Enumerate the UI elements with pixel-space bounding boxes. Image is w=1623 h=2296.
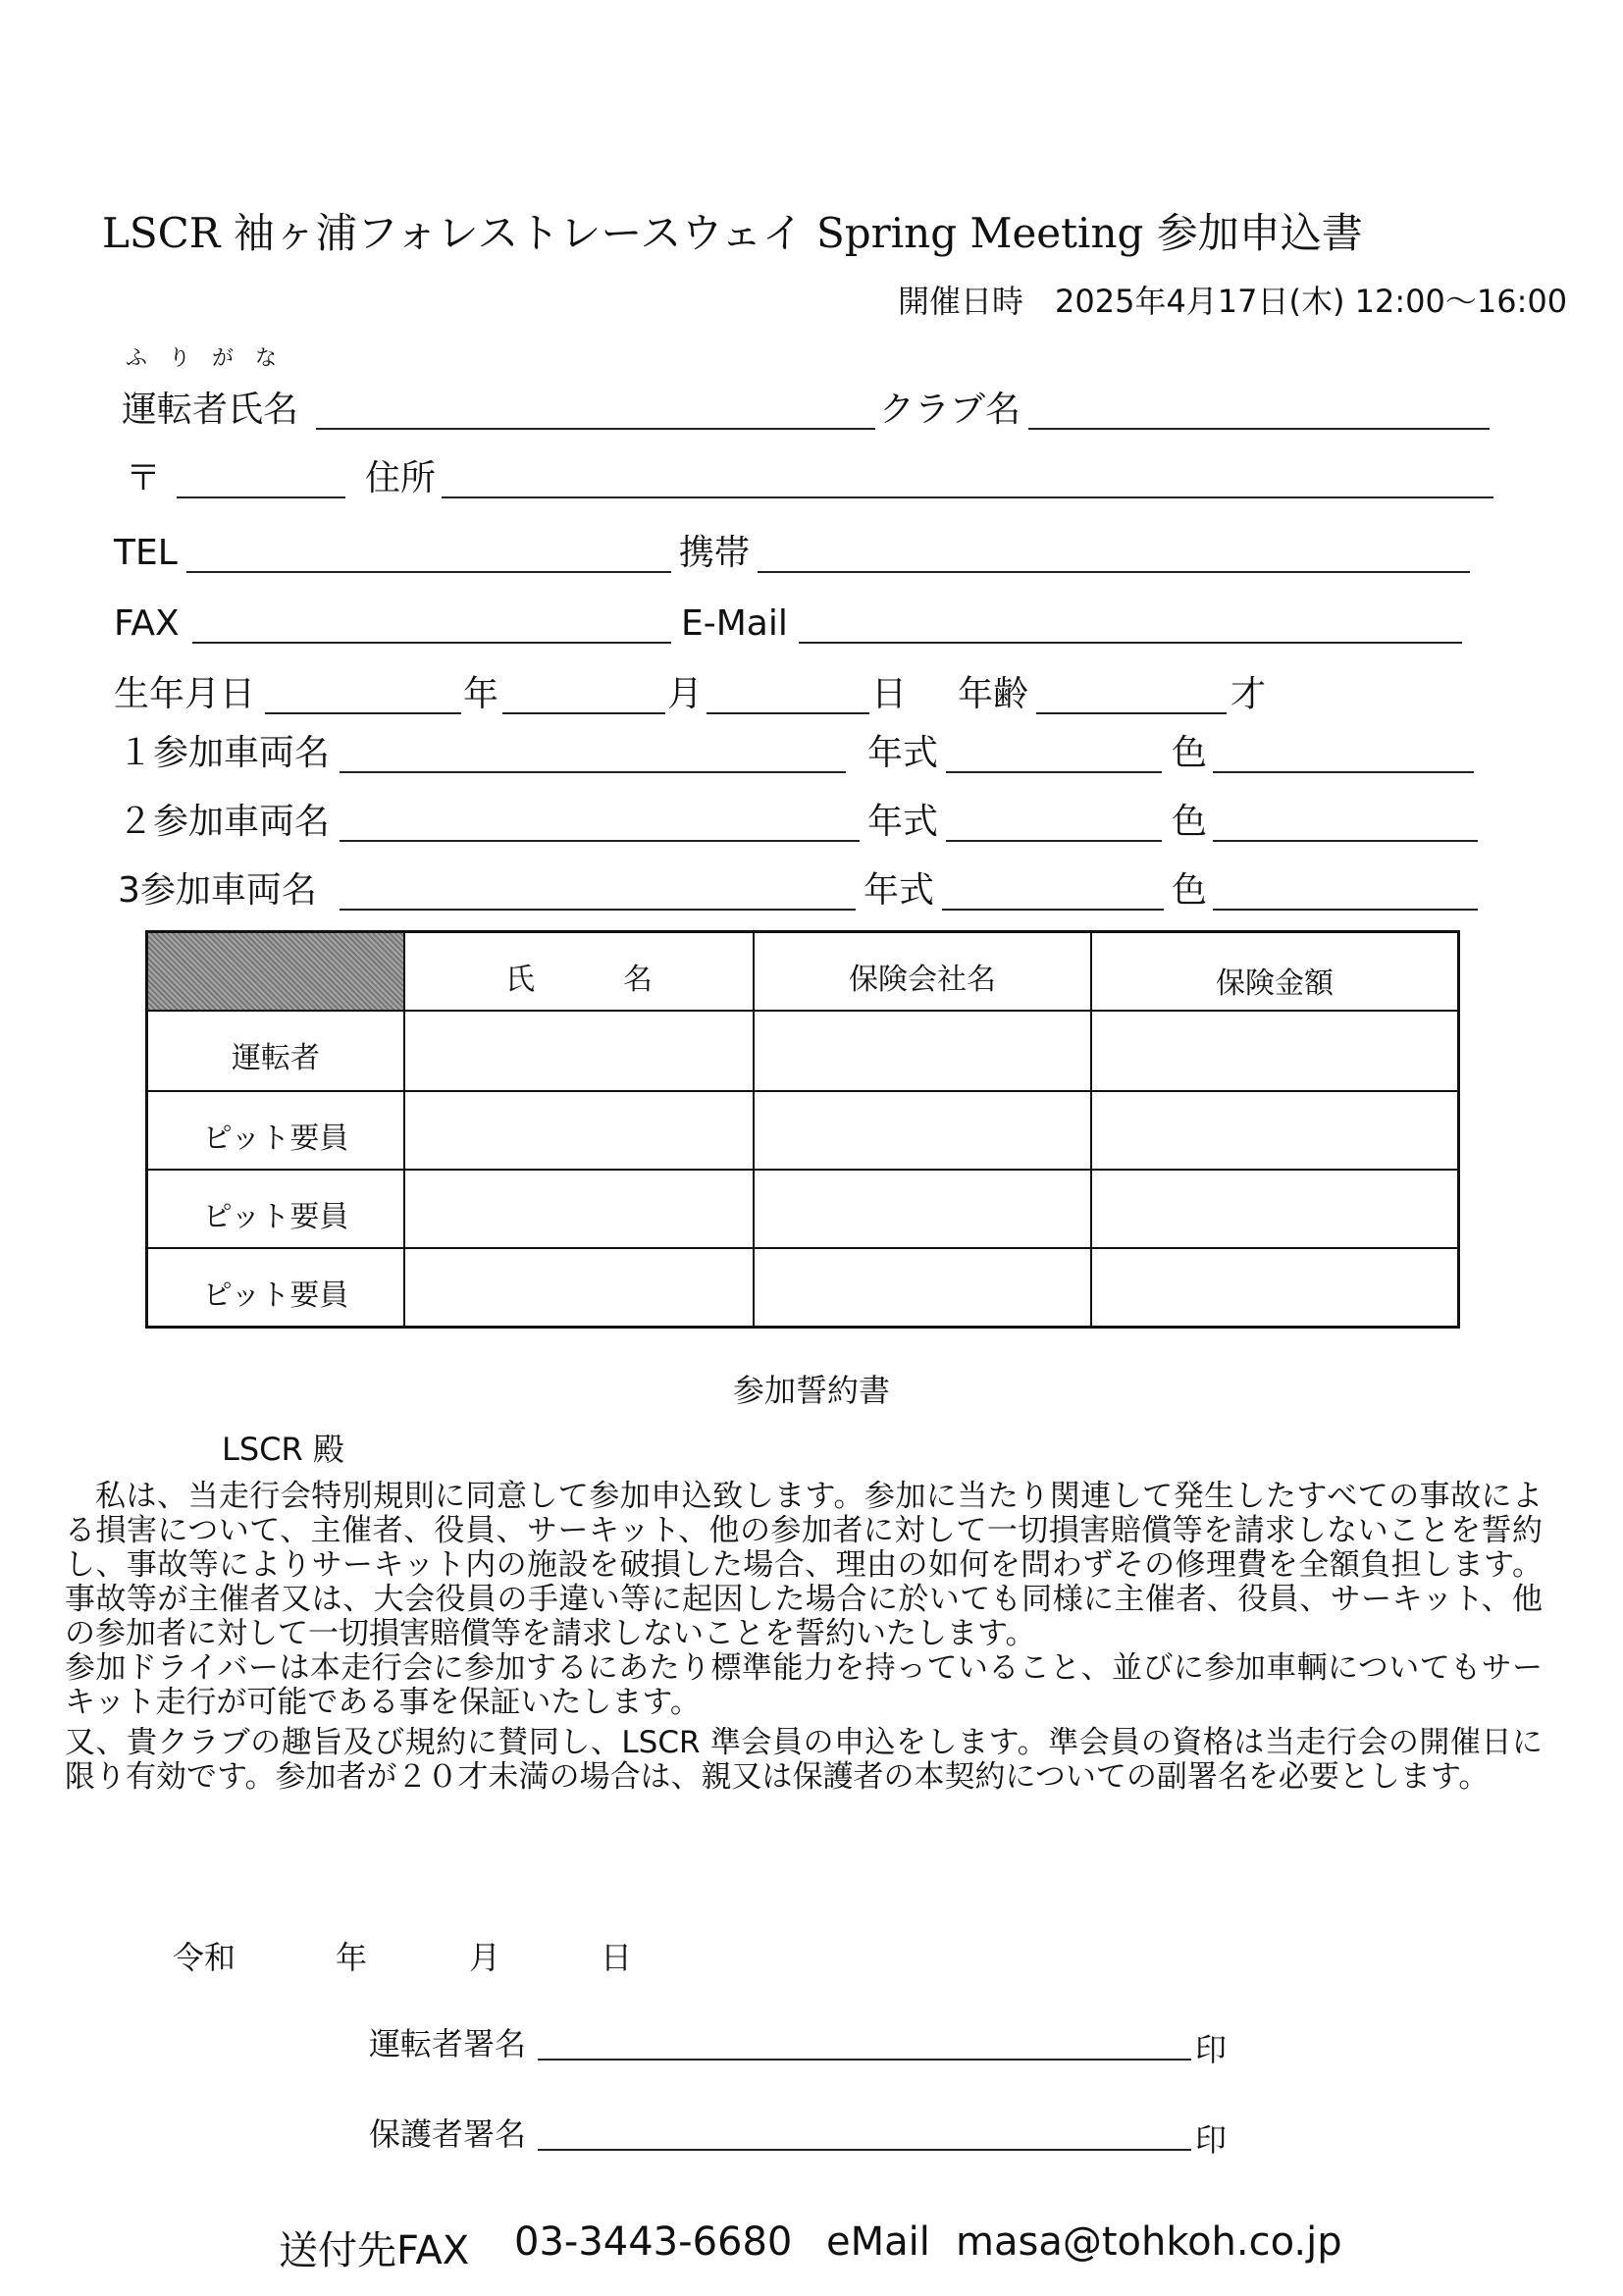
table-row-divider: [148, 1090, 1457, 1092]
fax-label: FAX: [114, 603, 180, 644]
mobile-label: 携帯: [679, 533, 751, 573]
guardian-seal-mark: 印: [1195, 2121, 1228, 2159]
address-field[interactable]: [442, 496, 1493, 498]
vehicle-1-color-label: 色: [1172, 733, 1208, 773]
vehicle-1-field[interactable]: [340, 771, 846, 773]
vehicle-3-label: 3参加車両名: [118, 870, 317, 911]
table-row-divider: [148, 1010, 1457, 1012]
furigana-label: ふりがな: [126, 346, 299, 371]
row-label-pit-crew: ピット要員: [202, 1122, 349, 1156]
tel-field[interactable]: [186, 571, 671, 573]
vehicle-3-field[interactable]: [340, 909, 856, 911]
guardian-signature-label: 保護者署名: [369, 2115, 527, 2153]
header-insurer: 保険会社名: [849, 963, 996, 997]
sign-day: 日: [601, 1939, 633, 1976]
vehicle-2-year-field[interactable]: [946, 840, 1162, 842]
oath-paragraph: 参加ドライバーは本走行会に参加するにあたり標準能力を持っていること、並びに参加車輌についてもサーキット走行が可能である事を保証いたします。: [65, 1650, 1543, 1720]
postal-field[interactable]: [177, 496, 345, 498]
row-driver-name: [0, 383, 1623, 430]
table-corner-shade: [148, 933, 405, 1010]
vehicle-2-field[interactable]: [340, 840, 860, 842]
row-birth: [0, 667, 1623, 714]
sign-year: 年: [336, 1939, 368, 1976]
row-address: [0, 451, 1623, 498]
vehicle-1-year-field[interactable]: [946, 771, 1162, 773]
vehicle-3-year-label: 年式: [864, 870, 935, 911]
row-label-pit-crew: ピット要員: [202, 1200, 349, 1234]
vehicle-3-color-field[interactable]: [1213, 909, 1478, 911]
vehicle-1-label: １参加車両名: [118, 733, 331, 773]
oath-body: [65, 1480, 1543, 1795]
vehicle-1-color-field[interactable]: [1213, 771, 1474, 773]
vehicle-3-year-field[interactable]: [942, 909, 1164, 911]
driver-signature-label: 運転者署名: [369, 2025, 527, 2062]
fax-destination-number: 03-3443-6680: [514, 2219, 793, 2265]
birth-day-unit: 日: [871, 674, 908, 714]
tel-label: TEL: [114, 533, 178, 573]
header-name: 氏 名: [505, 963, 653, 997]
driver-name-label: 運転者氏名: [122, 390, 299, 430]
age-unit: 才: [1230, 674, 1267, 714]
oath-paragraph: 私は、当走行会特別規則に同意して参加申込致します。参加に当たり関連して発生したすべての事故による損害について、主催者、役員、サーキット、他の参加者に対して一切損害賠償等を請求しないことを誓約し、事故等によりサーキット内の施設を破損した場合、理由の如何を問わずその修理費を全額負担します。事故等が主催者又は、大会役員の手違い等に起因した場合に於いても同様に主催者、役員、サーキット、他の参加者に対して一切損害賠償等を請求しないことを誓約いたします。: [65, 1479, 1543, 1651]
vehicle-3-color-label: 色: [1172, 870, 1208, 911]
email-destination-address[interactable]: masa@tohkoh.co.jp: [956, 2219, 1342, 2265]
birth-year-unit: 年: [463, 674, 499, 714]
driver-signature-field[interactable]: [538, 2059, 1191, 2061]
driver-name-field[interactable]: [316, 428, 875, 430]
form-title: LSCR 袖ヶ浦フォレストレースウェイ Spring Meeting 参加申込書: [102, 209, 1363, 257]
postal-label: 〒: [126, 458, 162, 498]
vehicle-2-year-label: 年式: [867, 802, 939, 842]
vehicle-1-year-label: 年式: [867, 733, 939, 773]
vehicle-2-color-label: 色: [1172, 802, 1208, 842]
email-destination-label: eMail: [826, 2219, 930, 2265]
age-field[interactable]: [1036, 712, 1227, 714]
row-vehicle-1: [0, 726, 1623, 773]
address-label: 住所: [365, 458, 437, 498]
sign-era: 令和: [173, 1939, 236, 1976]
email-field[interactable]: [799, 642, 1462, 644]
oath-title: 参加誓約書: [732, 1372, 890, 1409]
fax-field[interactable]: [192, 642, 671, 644]
event-date: 開催日時 2025年4月17日(木) 12:00〜16:00: [898, 283, 1568, 320]
row-fax: [0, 597, 1623, 644]
birth-month-unit: 月: [667, 674, 704, 714]
vehicle-2-label: ２参加車両名: [118, 802, 331, 842]
row-tel: [0, 526, 1623, 573]
sign-month: 月: [469, 1939, 501, 1976]
birth-month-field[interactable]: [502, 712, 665, 714]
birth-year-field[interactable]: [265, 712, 461, 714]
guardian-signature-field[interactable]: [538, 2149, 1191, 2151]
oath-paragraph: 又、貴クラブの趣旨及び規約に賛同し、LSCR 準会員の申込をします。準会員の資格は当走行会の開催日に限り有効です。参加者が２０才未満の場合は、親又は保護者の本契約についての副署名を必要とします。: [65, 1725, 1543, 1795]
vehicle-2-color-field[interactable]: [1213, 840, 1478, 842]
insurance-table: [145, 930, 1460, 1329]
club-name-label: クラブ名: [879, 390, 1021, 430]
oath-addressee: LSCR 殿: [222, 1431, 344, 1468]
header-amount: 保険金額: [1216, 966, 1334, 1001]
mobile-field[interactable]: [758, 571, 1470, 573]
email-label: E-Mail: [681, 603, 788, 644]
age-label: 年齢: [958, 674, 1029, 714]
birth-day-field[interactable]: [707, 712, 869, 714]
row-label-driver: 運転者: [232, 1041, 320, 1075]
row-vehicle-2: [0, 795, 1623, 842]
table-row-divider: [148, 1247, 1457, 1249]
fax-destination-label: 送付先FAX: [279, 2228, 470, 2273]
driver-seal-mark: 印: [1195, 2031, 1228, 2068]
row-vehicle-3: [0, 863, 1623, 911]
birth-label: 生年月日: [114, 674, 256, 714]
row-label-pit-crew: ピット要員: [202, 1278, 349, 1313]
club-name-field[interactable]: [1028, 428, 1490, 430]
table-row-divider: [148, 1169, 1457, 1171]
